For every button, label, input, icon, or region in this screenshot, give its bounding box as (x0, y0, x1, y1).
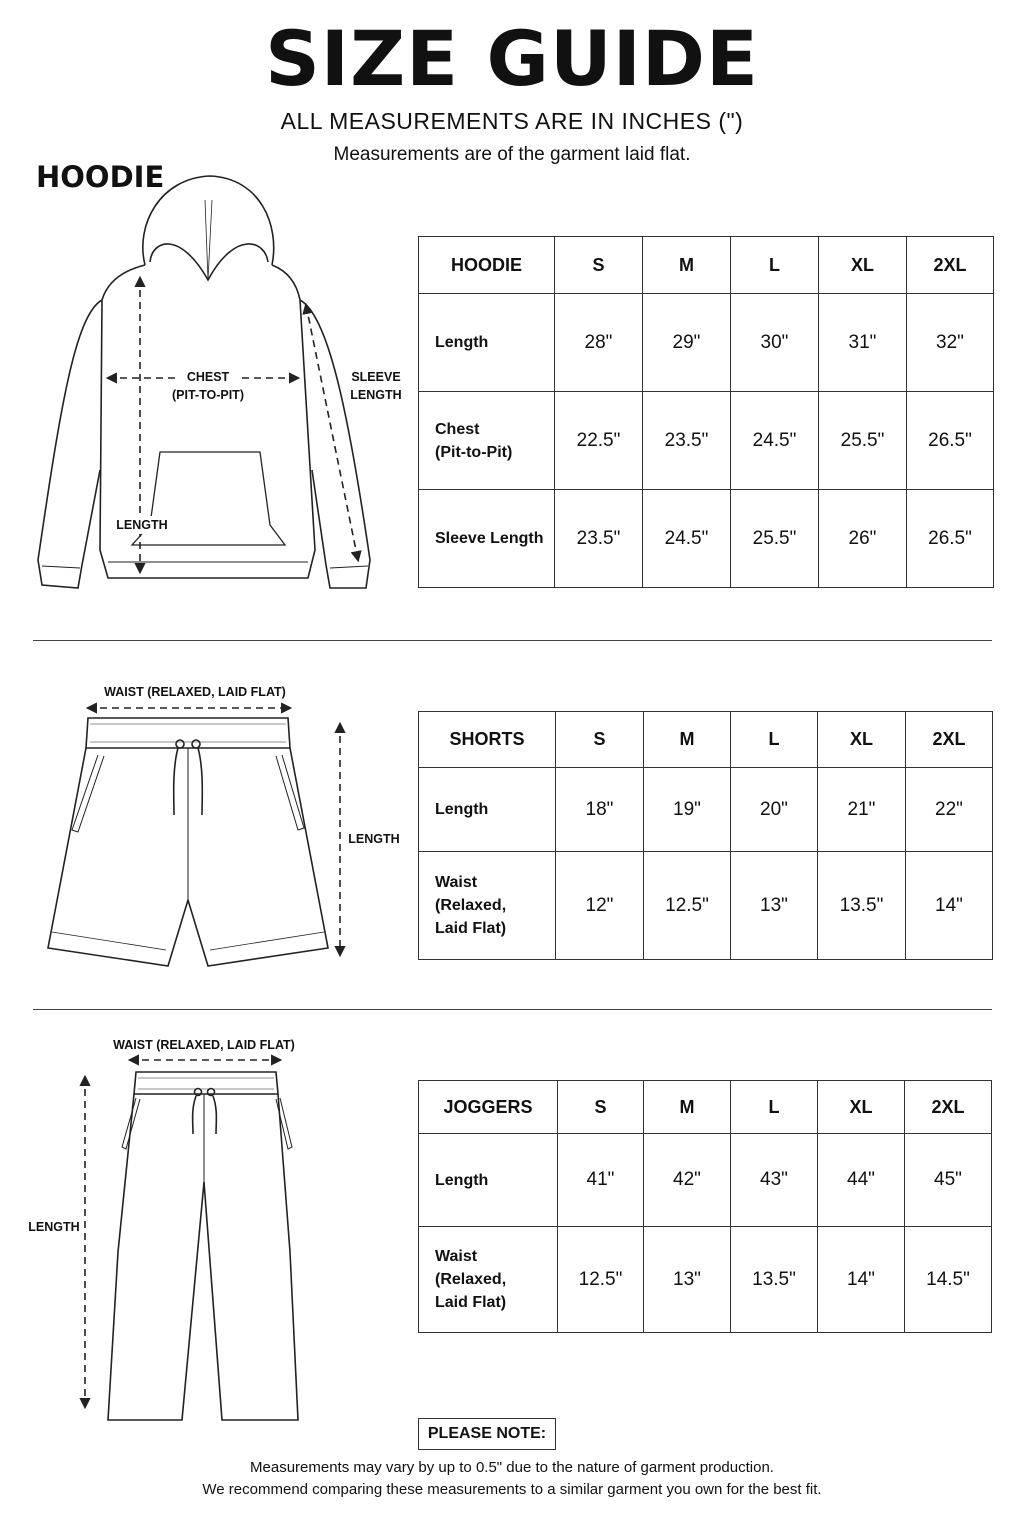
measurement-value: 42" (644, 1134, 731, 1227)
measurement-value: 25.5" (731, 490, 819, 588)
measurement-label-line: Laid Flat) (435, 1294, 507, 1311)
table-size-header: XL (818, 1081, 905, 1134)
table-row (419, 294, 994, 392)
measurement-value: 14" (818, 1227, 905, 1333)
measurement-value: 44" (818, 1134, 905, 1227)
section-divider (33, 640, 992, 641)
measurement-label-line: Laid Flat) (435, 920, 507, 937)
measurement-label (419, 490, 555, 588)
measurement-value: 13" (644, 1227, 731, 1333)
measurement-value: 20" (731, 768, 818, 852)
table-row (419, 768, 993, 852)
table-size-header: XL (819, 237, 907, 294)
section-divider (33, 1009, 992, 1010)
table-size-header: L (731, 1081, 818, 1134)
measurement-value: 24.5" (643, 490, 731, 588)
joggers-waist-label: WAIST (RELAXED, LAID FLAT) (113, 1038, 295, 1052)
joggers-size-table (418, 1080, 992, 1333)
measurement-value: 23.5" (555, 490, 643, 588)
shorts-size-table (418, 711, 993, 960)
measurement-label (419, 1227, 558, 1333)
table-header-row (419, 712, 993, 768)
measurement-label-line: (Pit-to-Pit) (435, 443, 513, 461)
measurement-value: 14.5" (905, 1227, 992, 1333)
table-row (419, 852, 993, 960)
table-size-header: S (555, 237, 643, 294)
page-title: SIZE GUIDE (265, 14, 759, 103)
measurement-label-line: Length (435, 1171, 489, 1189)
chest-label: CHEST (PIT-TO-PIT) (172, 370, 244, 402)
hoodie-size-table (418, 236, 994, 588)
table-size-header: S (558, 1081, 644, 1134)
measurement-value: 22.5" (555, 392, 643, 490)
measurement-value: 18" (556, 768, 644, 852)
table-garment-header: HOODIE (419, 237, 555, 294)
table-size-header: L (731, 712, 818, 768)
sleeve-length-label: SLEEVE LENGTH (350, 370, 402, 402)
measurement-note: Measurements are of the garment laid flat. (333, 144, 691, 165)
measurement-value: 19" (644, 768, 731, 852)
table-row (419, 490, 994, 588)
footer-line-2: We recommend comparing these measurements to a similar garment you own for the best fit. (202, 1481, 822, 1498)
measurement-value: 13.5" (818, 852, 906, 960)
table-header-row (419, 1081, 992, 1134)
measurement-value: 13.5" (731, 1227, 818, 1333)
table-size-header: M (644, 712, 731, 768)
hoodie-section-title: HOODIE (36, 160, 165, 194)
table-size-header: M (643, 237, 731, 294)
joggers-illustration (70, 1052, 320, 1427)
measurement-value: 31" (819, 294, 907, 392)
measurement-value: 14" (906, 852, 993, 960)
table-garment-header: JOGGERS (419, 1081, 558, 1134)
hoodie-length-label: LENGTH (112, 516, 172, 534)
shorts-illustration (40, 700, 370, 975)
page-subtitle: ALL MEASUREMENTS ARE IN INCHES (") (280, 108, 744, 134)
measurement-value: 13" (731, 852, 818, 960)
table-size-header: L (731, 237, 819, 294)
measurement-value: 32" (907, 294, 994, 392)
table-size-header: 2XL (907, 237, 994, 294)
measurement-value: 12" (556, 852, 644, 960)
table-row (419, 1134, 992, 1227)
table-garment-header: SHORTS (419, 712, 556, 768)
measurement-value: 41" (558, 1134, 644, 1227)
measurement-value: 25.5" (819, 392, 907, 490)
measurement-label (419, 852, 556, 960)
measurement-value: 29" (643, 294, 731, 392)
measurement-value: 45" (905, 1134, 992, 1227)
footer-line-1: Measurements may vary by up to 0.5" due to the nature of garment production. (250, 1459, 774, 1476)
measurement-value: 21" (818, 768, 906, 852)
measurement-value: 24.5" (731, 392, 819, 490)
measurement-value: 23.5" (643, 392, 731, 490)
measurement-label-line: Chest (435, 420, 480, 438)
measurement-value: 22" (906, 768, 993, 852)
please-note-box: PLEASE NOTE: (418, 1418, 556, 1450)
measurement-label-line: Length (435, 801, 489, 818)
measurement-label-line: (Relaxed, (435, 1271, 507, 1288)
joggers-length-label: LENGTH (24, 1218, 84, 1236)
measurement-value: 26.5" (907, 392, 994, 490)
table-size-header: S (556, 712, 644, 768)
measurement-label-line: Length (435, 334, 489, 351)
measurement-label (419, 392, 555, 490)
measurement-value: 12.5" (558, 1227, 644, 1333)
measurement-label-line: Sleeve Length (435, 530, 544, 547)
measurement-label (419, 768, 556, 852)
table-header-row (419, 237, 994, 294)
measurement-label (419, 1134, 558, 1227)
table-size-header: XL (818, 712, 906, 768)
table-size-header: 2XL (906, 712, 993, 768)
measurement-value: 30" (731, 294, 819, 392)
measurement-value: 12.5" (644, 852, 731, 960)
measurement-value: 43" (731, 1134, 818, 1227)
measurement-label-line: Waist (435, 1248, 478, 1265)
table-size-header: 2XL (905, 1081, 992, 1134)
table-size-header: M (644, 1081, 731, 1134)
measurement-value: 26.5" (907, 490, 994, 588)
measurement-value: 28" (555, 294, 643, 392)
shorts-waist-label: WAIST (RELAXED, LAID FLAT) (104, 685, 286, 699)
measurement-label-line: (Relaxed, (435, 897, 507, 914)
measurement-value: 26" (819, 490, 907, 588)
measurement-label (419, 294, 555, 392)
shorts-length-label: LENGTH (348, 832, 400, 846)
measurement-label-line: Waist (435, 874, 478, 891)
table-row (419, 392, 994, 490)
table-row (419, 1227, 992, 1333)
